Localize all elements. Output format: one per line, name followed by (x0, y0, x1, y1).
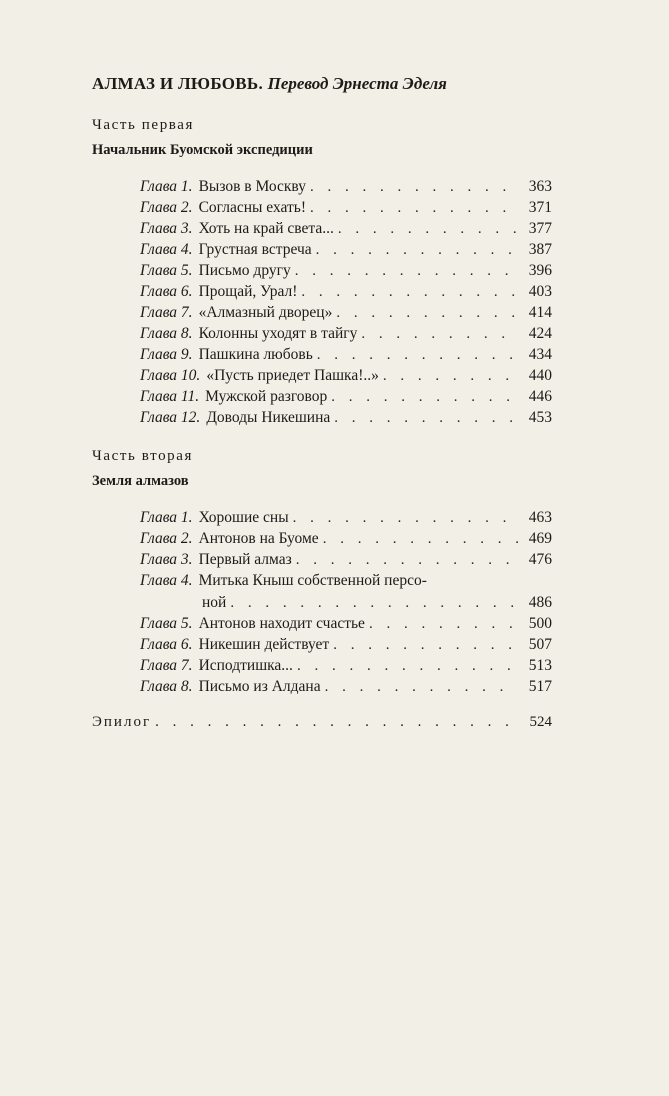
leader-dots (295, 263, 518, 280)
toc-entry[interactable] (140, 615, 552, 637)
leader-dots (338, 221, 518, 238)
chapter-page: 469 (528, 530, 552, 547)
chapter-title: «Алмазный дворец» (198, 304, 333, 321)
leader-dots (296, 552, 518, 569)
chapter-page: 513 (528, 657, 552, 674)
chapter-title: Доводы Никешина (206, 409, 331, 426)
leader-dots (325, 679, 518, 696)
leader-dots (301, 284, 518, 301)
leader-dots (323, 531, 518, 548)
chapter-page: 363 (528, 178, 552, 195)
chapter-page: 377 (528, 220, 552, 237)
toc-entry[interactable] (140, 530, 552, 552)
section-title: Земля алмазов (92, 473, 189, 489)
toc-entry[interactable] (140, 657, 552, 679)
chapter-label: Глава 5. (140, 262, 193, 279)
leader-dots (369, 616, 518, 633)
chapter-label: Глава 1. (140, 509, 193, 526)
chapter-label: Глава 11. (140, 388, 200, 405)
chapter-label: Глава 2. (140, 199, 193, 216)
chapter-page: 434 (528, 346, 552, 363)
chapter-label: Глава 7. (140, 304, 193, 321)
chapter-label: Глава 8. (140, 325, 193, 342)
book-title (92, 74, 447, 94)
leader-dots (361, 326, 518, 343)
chapter-label: Глава 3. (140, 551, 193, 568)
chapter-label: Глава 12. (140, 409, 201, 426)
chapter-page: 500 (528, 615, 552, 632)
chapter-page: 414 (528, 304, 552, 321)
chapter-title: Письмо другу (198, 262, 291, 279)
section-title: Начальник Буомской экспедиции (92, 142, 313, 158)
chapter-page: 371 (528, 199, 552, 216)
leader-dots (333, 637, 518, 654)
toc-entry[interactable] (140, 199, 552, 221)
leader-dots (297, 658, 518, 675)
book-title-main: АЛМАЗ И ЛЮБОВЬ. (92, 74, 264, 93)
chapter-title: Пашкина любовь (198, 346, 313, 363)
leader-dots (310, 200, 518, 217)
chapter-page: 403 (528, 283, 552, 300)
toc-entry[interactable] (140, 551, 552, 573)
chapter-label: Глава 6. (140, 283, 193, 300)
chapter-title: Грустная встреча (198, 241, 312, 258)
chapter-title: Антонов находит счастье (198, 615, 365, 632)
chapter-title: Колонны уходят в тайгу (198, 325, 358, 342)
part-title: Часть первая (92, 117, 195, 133)
chapter-title: Прощай, Урал! (198, 283, 298, 300)
chapter-page: 463 (528, 509, 552, 526)
toc-entry[interactable] (140, 409, 552, 431)
epilog-title: Эпилог (92, 714, 152, 730)
chapter-title: «Пусть приедет Пашка!..» (206, 367, 379, 384)
chapter-title: Никешин действует (198, 636, 330, 653)
toc-entry[interactable] (140, 241, 552, 263)
leader-dots (310, 179, 518, 196)
toc-entry[interactable] (140, 367, 552, 389)
chapter-title: Мужской разговор (205, 388, 328, 405)
chapter-label: Глава 5. (140, 615, 193, 632)
toc-entry[interactable] (140, 509, 552, 531)
toc-entry-continuation[interactable] (140, 594, 552, 616)
leader-dots (336, 305, 518, 322)
chapter-title: Исподтишка... (198, 657, 293, 674)
chapter-page: 507 (528, 636, 552, 653)
toc-entry[interactable] (140, 283, 552, 305)
chapter-label: Глава 9. (140, 346, 193, 363)
toc-entry[interactable] (140, 388, 552, 410)
leader-dots (317, 347, 518, 364)
chapter-label: Глава 4. (140, 241, 193, 258)
toc-entry[interactable] (140, 346, 552, 368)
chapter-page: 453 (528, 409, 552, 426)
toc-entry[interactable] (140, 220, 552, 242)
toc-entry[interactable] (140, 572, 552, 594)
chapter-page: 517 (528, 678, 552, 695)
chapter-label: Глава 1. (140, 178, 193, 195)
chapter-title: Первый алмаз (198, 551, 292, 568)
chapter-page: 387 (528, 241, 552, 258)
toc-entry[interactable] (140, 678, 552, 700)
chapter-title-continuation: ной (202, 594, 227, 611)
book-translator: Перевод Эрнеста Эделя (267, 74, 447, 93)
chapter-title: Вызов в Москву (198, 178, 306, 195)
chapter-page: 440 (528, 367, 552, 384)
chapter-title: Хоть на край света... (198, 220, 334, 237)
leader-dots (230, 595, 518, 612)
chapter-label: Глава 10. (140, 367, 201, 384)
epilog-page: 524 (529, 714, 552, 730)
chapter-title: Письмо из Алдана (198, 678, 321, 695)
chapter-page: 424 (528, 325, 552, 342)
toc-entry[interactable] (140, 262, 552, 284)
part-title: Часть вторая (92, 448, 194, 464)
chapter-label: Глава 2. (140, 530, 193, 547)
chapter-page: 476 (528, 551, 552, 568)
chapter-label: Глава 4. (140, 572, 193, 589)
chapter-label: Глава 6. (140, 636, 193, 653)
chapter-label: Глава 7. (140, 657, 193, 674)
toc-entry[interactable] (140, 636, 552, 658)
leader-dots (293, 510, 518, 527)
toc-entry-epilog[interactable] (92, 714, 552, 731)
toc-entry[interactable] (140, 325, 552, 347)
chapter-label: Глава 3. (140, 220, 193, 237)
chapter-title: Согласны ехать! (198, 199, 307, 216)
leader-dots (155, 714, 518, 731)
chapter-title: Хорошие сны (198, 509, 289, 526)
chapter-page: 446 (528, 388, 552, 405)
chapter-label: Глава 8. (140, 678, 193, 695)
chapter-page: 486 (528, 594, 552, 611)
toc-entry[interactable] (140, 178, 552, 200)
leader-dots (383, 368, 518, 385)
chapter-title: Митька Кныш собственной персо- (198, 572, 427, 589)
toc-entry[interactable] (140, 304, 552, 326)
leader-dots (334, 410, 518, 427)
leader-dots (316, 242, 518, 259)
chapter-page: 396 (528, 262, 552, 279)
leader-dots (331, 389, 518, 406)
chapter-title: Антонов на Буоме (198, 530, 319, 547)
